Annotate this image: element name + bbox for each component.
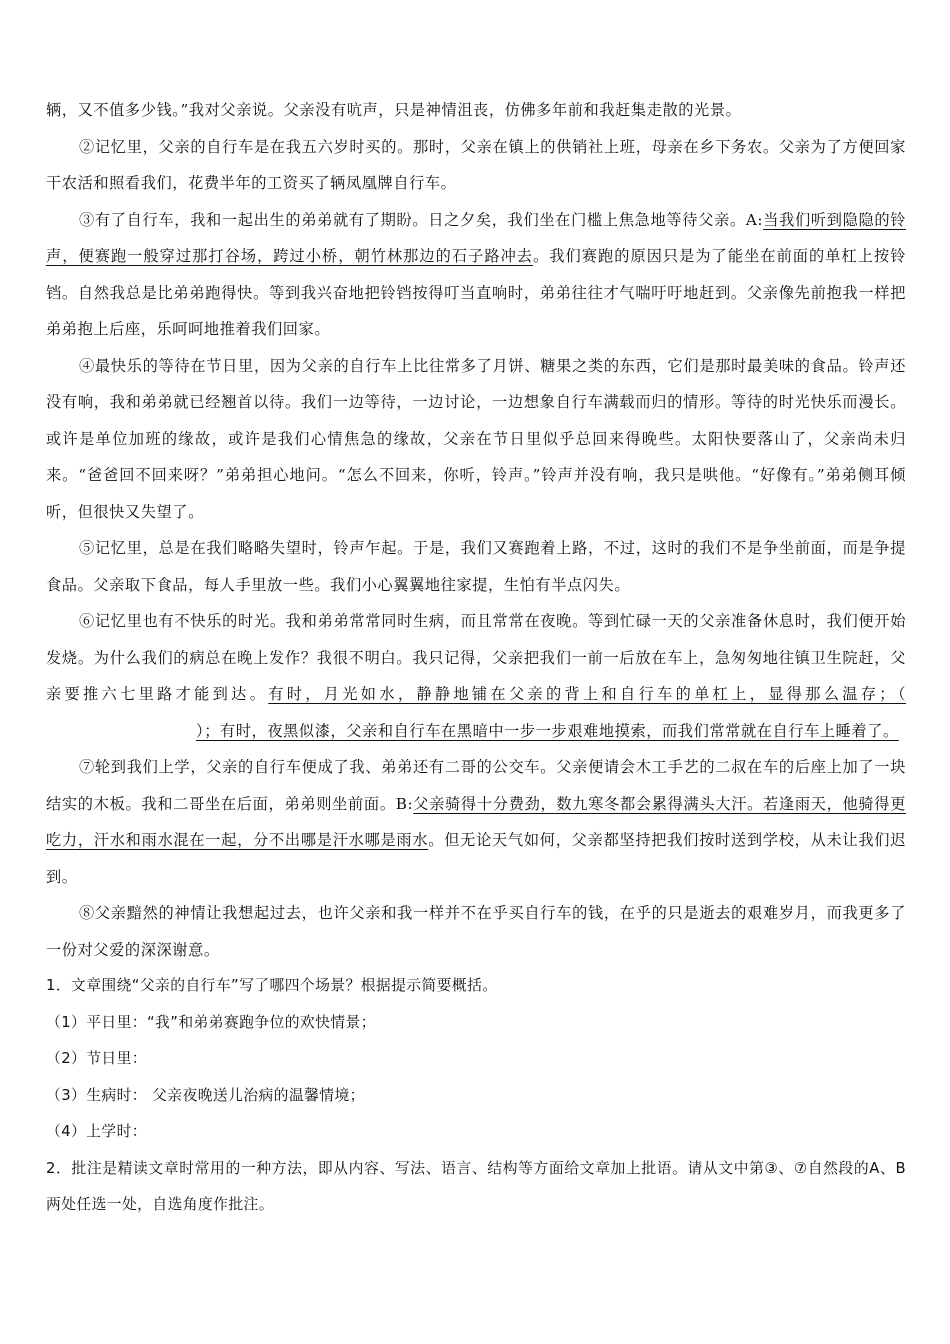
question-1-item-1: （1）平日里：“我”和弟弟赛跑争位的欢快情景； [46, 1013, 376, 1031]
paragraph-5: ⑤记忆里，总是在我们略略失望时，铃声乍起。于是，我们又赛跑着上路，不过，这时的我们不是争坐前面，而是争提食品。父亲取下食品，每人手里放一些。我们小心翼翼地往家提，生怕有半点闪失。 [46, 539, 906, 594]
paragraph-8: ⑧父亲黯然的神情让我想起过去，也许父亲和我一样并不在乎买自行车的钱，在乎的只是逝去的艰难岁月，而我更多了一份对父爱的深深谢意。 [46, 904, 906, 959]
paragraph-4: ④最快乐的等待在节日里，因为父亲的自行车上比往常多了月饼、糖果之类的东西，它们是那时最美味的食品。铃声还没有响，我和弟弟就已经翘首以待。我们一边等待，一边讨论，一边想象自行车满载而归的情形。等待的时光快乐而漫长。或许是单位加班的缘故，或许是我们心情焦急的缘故，父亲在节日里似乎总回来得晚些。太阳快要落山了，父亲尚未归来。“爸爸回不回来呀？”弟弟担心地问。“怎么不回来，你听，铃声。”铃声并没有响，我只是哄他。“好像有。”弟弟侧耳倾听，但很快又失望了。 [46, 356, 906, 521]
open-paren: （ [895, 685, 907, 703]
paragraph-7-text: ⑦轮到我们上学，父亲的自行车便成了我、弟弟还有二哥的公交车。父亲便请会木工手艺的二叔在车的后座上加了一块结实的木板。我和二哥坐在后面，弟弟则坐前面。B: [46, 758, 906, 813]
paragraph-7 [46, 749, 906, 895]
paragraph-2: ②记忆里，父亲的自行车是在我五六岁时买的。那时，父亲在镇上的供销社上班，母亲在乡下务农。父亲为了方便回家干农活和照看我们，花费半年的工资买了辆凤凰牌自行车。 [46, 137, 906, 192]
document-page [46, 92, 906, 1224]
paragraph-3-text: ③有了自行车，我和一起出生的弟弟就有了期盼。日之夕矣，我们坐在门槛上焦急地等待父亲。A: [79, 210, 764, 229]
question-1: 1．文章围绕“父亲的自行车”写了哪四个场景？根据提示简要概括。 [46, 977, 498, 994]
underlined-sentence-dark-night: ）；有时，夜黑似漆，父亲和自行车在黑暗中一步一步艰难地摸索，而我们常常就在自行车上睡着了。 [196, 721, 899, 740]
question-1-item-3: （3）生病时： 父亲夜晚送儿治病的温馨情境； [46, 1086, 365, 1104]
questions-section [46, 968, 906, 1224]
underlined-sentence-moonlight: 有时，月光如水，静静地铺在父亲的背上和自行车的单杠上，显得那么温存； [268, 685, 896, 703]
question-1-item-2: （2）节日里： [46, 1050, 147, 1067]
paragraph-continued: 辆，又不值多少钱。”我对父亲说。父亲没有吭声，只是神情沮丧，仿佛多年前和我赶集走散的光景。 [46, 101, 742, 119]
paragraph-6-text: ⑥记忆里也有不快乐的时光。我和弟弟常常同时生病，而且常常在夜晚。等到忙碌一天的父亲准备休息时，我们便开始发烧。为什么我们的病总在晚上发作？我很不明白。我只记得，父亲把我们一前一后放在车上，急匆匆地往镇卫生院赶，父亲要推六七里路才能到达。 [46, 612, 906, 703]
annotation-b-underlined: 父亲骑得十分费劲，数九寒冬都会累得满头大汗。若逢雨天，他骑得更吃力，汗水和雨水混在一起，分不出哪是汗水哪是雨水 [46, 794, 906, 849]
paragraph-3 [46, 202, 906, 348]
paragraph-7-text-end: 。但无论天气如何，父亲都坚持把我们按时送到学校，从未让我们迟到。 [46, 831, 907, 886]
question-2: 2．批注是精读文章时常用的一种方法，即从内容、写法、语言、结构等方面给文章加上批语。请从文中第③、⑦自然段的A、B两处任选一处，自选角度作批注。 [46, 1159, 906, 1213]
paragraph-6 [46, 603, 906, 749]
question-1-item-4: （4）上学时： [46, 1123, 147, 1140]
paragraph-3-text-end: 。我们赛跑的原因只是为了能坐在前面的单杠上按铃铛。自然我总是比弟弟跑得快。等到我兴奋地把铃铛按得叮当直响时，弟弟往往才气喘吁吁地赶到。父亲像先前抱我一样把弟弟抱上后座，乐呵呵地推着我们回家。 [46, 247, 906, 338]
annotation-a-underlined: 当我们听到隐隐的铃声，便赛跑一般穿过那打谷场，跨过小桥，朝竹林那边的石子路冲去 [46, 210, 906, 265]
